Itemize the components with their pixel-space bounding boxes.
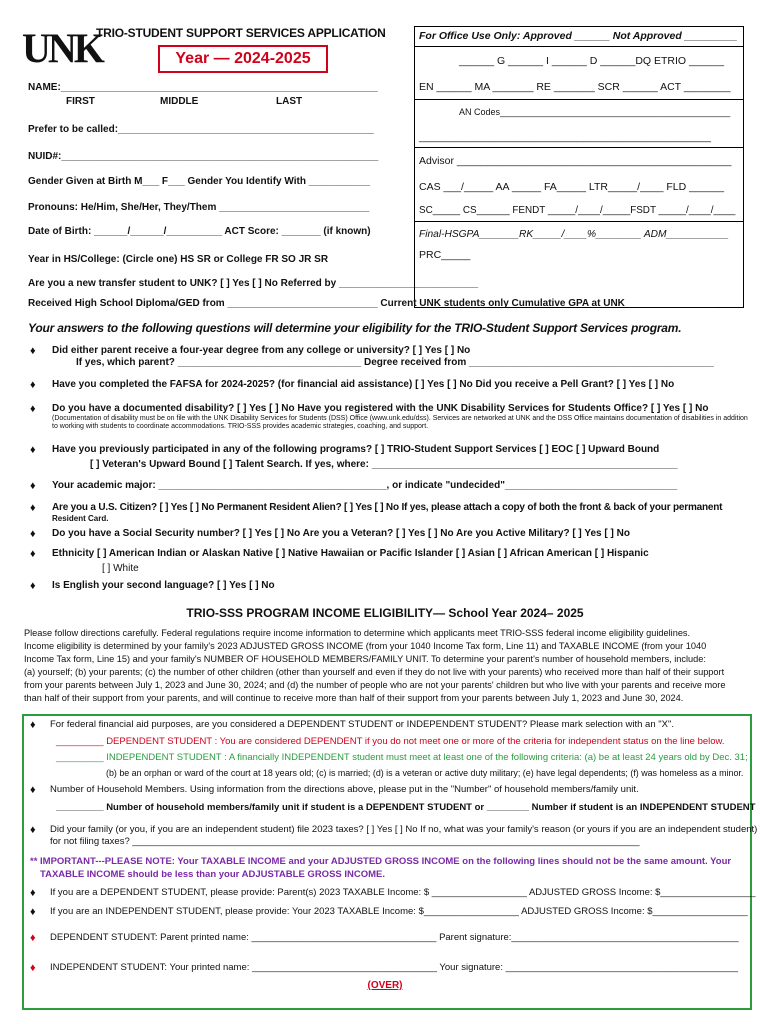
bullet-icon: ♦ — [30, 824, 36, 836]
q-prior-programs[interactable]: Have you previously participated in any of the following programs? [ ] TRIO-Student Support Services [ ] EOC [ ] Upward Bound — [52, 444, 660, 455]
q-major[interactable]: Your academic major: _________________________________________, or indicate "undecided"_______________________________ — [52, 480, 678, 491]
q-disability-note: (Documentation of disability must be on file with the UNK Disability Services for Students (DSS) Office (www.unk.edu/dss). Services are networked at UNK and the DSS Office maintains documentation of disabilities in addition to working with students to coordinate accommodations. TRIO-SSS provides academic strategies, coaching, and support. — [52, 415, 748, 430]
first-label: FIRST — [66, 96, 95, 107]
q-prior-programs-detail[interactable]: [ ] Veteran's Upward Bound [ ] Talent Search. If yes, where: _______________________________________________________ — [90, 459, 678, 470]
office-row-hsgpa: Final-HSGPA_______RK_____/____%________ ADM___________ — [419, 229, 729, 240]
bullet-icon: ♦ — [30, 784, 36, 796]
q-parent-degree-detail[interactable]: If yes, which parent? _________________________________ Degree received from ____________________________________________ — [76, 357, 714, 368]
bullet-icon: ♦ — [30, 906, 36, 918]
income-para-5: from your parents between July 1, 2023 and June 30, 2024; and (d) the number of people who are not your parents' children but who live with your parents and receive more — [24, 680, 726, 690]
income-para-2: Income eligibility is determined by your family's 2023 ADJUSTED GROSS INCOME (from your 1040 Income Tax form, Line 11) and TAXABLE INCOME (from your 1040 — [24, 641, 707, 651]
pronouns-field[interactable]: Pronouns: He/Him, She/Her, They/Them ___________________________ — [28, 202, 370, 213]
q-ethnicity-white[interactable]: [ ] White — [102, 563, 139, 574]
q-citizen[interactable]: Are you a U.S. Citizen? [ ] Yes [ ] No Permanent Resident Alien? [ ] Yes [ ] No If yes, please attach a copy of both the front & back of your permanent — [52, 502, 723, 513]
q-fafsa[interactable]: Have you completed the FAFSA for 2024-2025? (for financial aid assistance) [ ] Yes [ ] No Did you receive a Pell Grant? [ ] Yes [ ] No — [52, 379, 675, 390]
over-label: (OVER) — [367, 980, 403, 991]
bullet-icon: ♦ — [30, 502, 36, 514]
bullet-icon: ♦ — [30, 403, 36, 415]
gender-field[interactable]: Gender Given at Birth M___ F___ Gender You Identify With ___________ — [28, 176, 370, 187]
name-field[interactable]: NAME:_________________________________________________________ — [28, 82, 378, 93]
office-row-blank: __________________________________________________ — [419, 131, 711, 143]
bullet-icon: ♦ — [30, 580, 36, 592]
office-row-approved: For Office Use Only: Approved ______ Not Approved _________ — [419, 30, 738, 42]
taxes-reason-field[interactable]: for not filing taxes? ________________________________________________________________________________________________ — [50, 836, 640, 847]
diploma-gpa-field[interactable]: Received High School Diploma/GED from ___________________________ Current UNK students only Cumulative GPA at UNK ________________ — [28, 298, 717, 309]
income-para-1: Please follow directions carefully. Federal regulations require income information to determine which applicants meet TRIO-SSS federal income eligibility guidelines. — [24, 628, 691, 638]
taxes-filed-question[interactable]: Did your family (or you, if you are an independent student) file 2023 taxes? [ ] Yes [ ] No If no, what was your family's reason (or yours if you are an independent student) — [50, 824, 758, 835]
office-row-an-codes: AN Codes______________________________________________ — [459, 107, 731, 117]
bullet-icon: ♦ — [30, 932, 36, 944]
q-english-second[interactable]: Is English your second language? [ ] Yes [ ] No — [52, 580, 275, 591]
last-label: LAST — [276, 96, 303, 107]
household-number-field[interactable]: _________ Number of household members/family unit if student is a DEPENDENT STUDENT or ________ Number if student is an INDEPENDENT STUDENT — [56, 802, 756, 813]
office-row-codes: ______ G ______ I ______ D ______DQ ETRIO ______ — [459, 55, 725, 67]
bullet-icon: ♦ — [30, 444, 36, 456]
bullet-icon: ♦ — [30, 480, 36, 492]
nuid-field[interactable]: NUID#:_________________________________________________________ — [28, 151, 379, 162]
dob-act-field[interactable]: Date of Birth: ______/______/__________ ACT Score: _______ (if known) — [28, 226, 371, 237]
income-para-4: (a) yourself; (b) your parents; (c) the number of other children (other than yourself and even if they do not live with your parents) who received more than half of their support — [24, 667, 725, 677]
important-note: ** IMPORTANT---PLEASE NOTE: Your TAXABLE INCOME and your ADJUSTED GROSS INCOME on the following lines should not be the same amount. Your — [30, 856, 732, 867]
transfer-field[interactable]: Are you a new transfer student to UNK? [ ] Yes [ ] No Referred by _________________________ — [28, 278, 479, 289]
office-row-cas: CAS ___/_____ AA _____ FA_____ LTR_____/____ FLD ______ — [419, 181, 725, 193]
q-citizen-note: Resident Card. — [52, 514, 109, 523]
bullet-icon: ♦ — [30, 379, 36, 391]
middle-label: MIDDLE — [160, 96, 199, 107]
year-in-school-field[interactable]: Year in HS/College: (Circle one) HS SR or College FR SO JR SR — [28, 254, 329, 265]
income-heading: TRIO-SSS PROGRAM INCOME ELIGIBILITY— School Year 2024– 2025 — [186, 606, 584, 620]
bullet-icon: ♦ — [30, 345, 36, 357]
income-para-6: than half of their support from your parents, and will continue to receive more than half of their support from your parents between July 1, 2023 and June 30, 2024. — [24, 693, 684, 703]
independent-option[interactable]: _________ INDEPENDENT STUDENT : A financially INDEPENDENT student must meet at least one of the following criteria: (a) be at least 24 years old by Dec. 31; — [56, 752, 748, 763]
parent-signature-field[interactable]: DEPENDENT STUDENT: Parent printed name: ___________________________________ Parent signature:___________________________________________ — [50, 932, 739, 943]
dependent-option[interactable]: _________ DEPENDENT STUDENT : You are considered DEPENDENT if you do not meet one or more of the criteria for independent status on the line below. — [56, 736, 725, 747]
form-title: TRIO-STUDENT SUPPORT SERVICES APPLICATION — [96, 26, 386, 40]
important-note-2: TAXABLE INCOME should be less than your ADJUSTABLE GROSS INCOME. — [40, 869, 386, 880]
year-label: Year — 2024-2025 — [158, 45, 328, 73]
q-ssn-veteran[interactable]: Do you have a Social Security number? [ ] Yes [ ] No Are you a Veteran? [ ] Yes [ ] No Are you Active Military? [ ] Yes [ ] No — [52, 528, 630, 539]
q-ethnicity[interactable]: Ethnicity [ ] American Indian or Alaskan Native [ ] Native Hawaiian or Pacific Islander [ ] Asian [ ] African American [ ] Hispanic — [52, 548, 649, 559]
student-signature-field[interactable]: INDEPENDENT STUDENT: Your printed name: ___________________________________ Your signature: ____________________________________________ — [50, 962, 739, 973]
bullet-icon: ♦ — [30, 528, 36, 540]
independent-income-field[interactable]: If you are an INDEPENDENT STUDENT, please provide: Your 2023 TAXABLE Income: $__________________ ADJUSTED GROSS Income: $__________________ — [50, 906, 748, 917]
q-parent-degree[interactable]: Did either parent receive a four-year degree from any college or university? [ ] Yes [ ] No — [52, 345, 471, 356]
office-row-sc: SC_____ CS______ FENDT _____/____/_____FSDT _____/____/____ — [419, 205, 736, 216]
household-heading: Number of Household Members. Using information from the directions above, please put in the "Number" of household members/family unit. — [50, 784, 639, 795]
prefer-name-field[interactable]: Prefer to be called:______________________________________________ — [28, 124, 374, 135]
unk-logo: UNK — [22, 24, 102, 73]
bullet-icon: ♦ — [30, 548, 36, 560]
q-disability[interactable]: Do you have a documented disability? [ ] Yes [ ] No Have you registered with the UNK Disability Services for Students Office? [ ] Yes [ ] No — [52, 403, 709, 414]
bullet-icon: ♦ — [30, 719, 36, 731]
eligibility-heading: Your answers to the following questions will determine your eligibility for the TRIO-Student Support Services program. — [28, 321, 682, 335]
office-use-box — [414, 26, 744, 308]
office-row-advisor: Advisor _______________________________________________ — [419, 155, 732, 167]
bullet-icon: ♦ — [30, 962, 36, 974]
dependency-question: For federal financial aid purposes, are you considered a DEPENDENT STUDENT or INDEPENDENT STUDENT? Please mark selection with an "X". — [50, 719, 674, 730]
office-row-prc: PRC_____ — [419, 249, 471, 261]
bullet-icon: ♦ — [30, 887, 36, 899]
office-row-scores: EN ______ MA _______ RE _______ SCR ______ ACT ________ — [419, 81, 731, 93]
income-para-3: Income Tax form, Line 15) and your family's NUMBER OF HOUSEHOLD MEMBERS/FAMILY UNIT. To determine your parent's number of household members, include: — [24, 654, 706, 664]
independent-criteria: (b) be an orphan or ward of the court at 18 years old; (c) is married; (d) is a veteran or active duty military; (e) have legal dependents; (f) was homeless as a minor. — [106, 768, 744, 778]
dependent-income-field[interactable]: If you are a DEPENDENT STUDENT, please provide: Parent(s) 2023 TAXABLE Income: $ __________________ ADJUSTED GROSS Income: $__________________ — [50, 887, 756, 898]
